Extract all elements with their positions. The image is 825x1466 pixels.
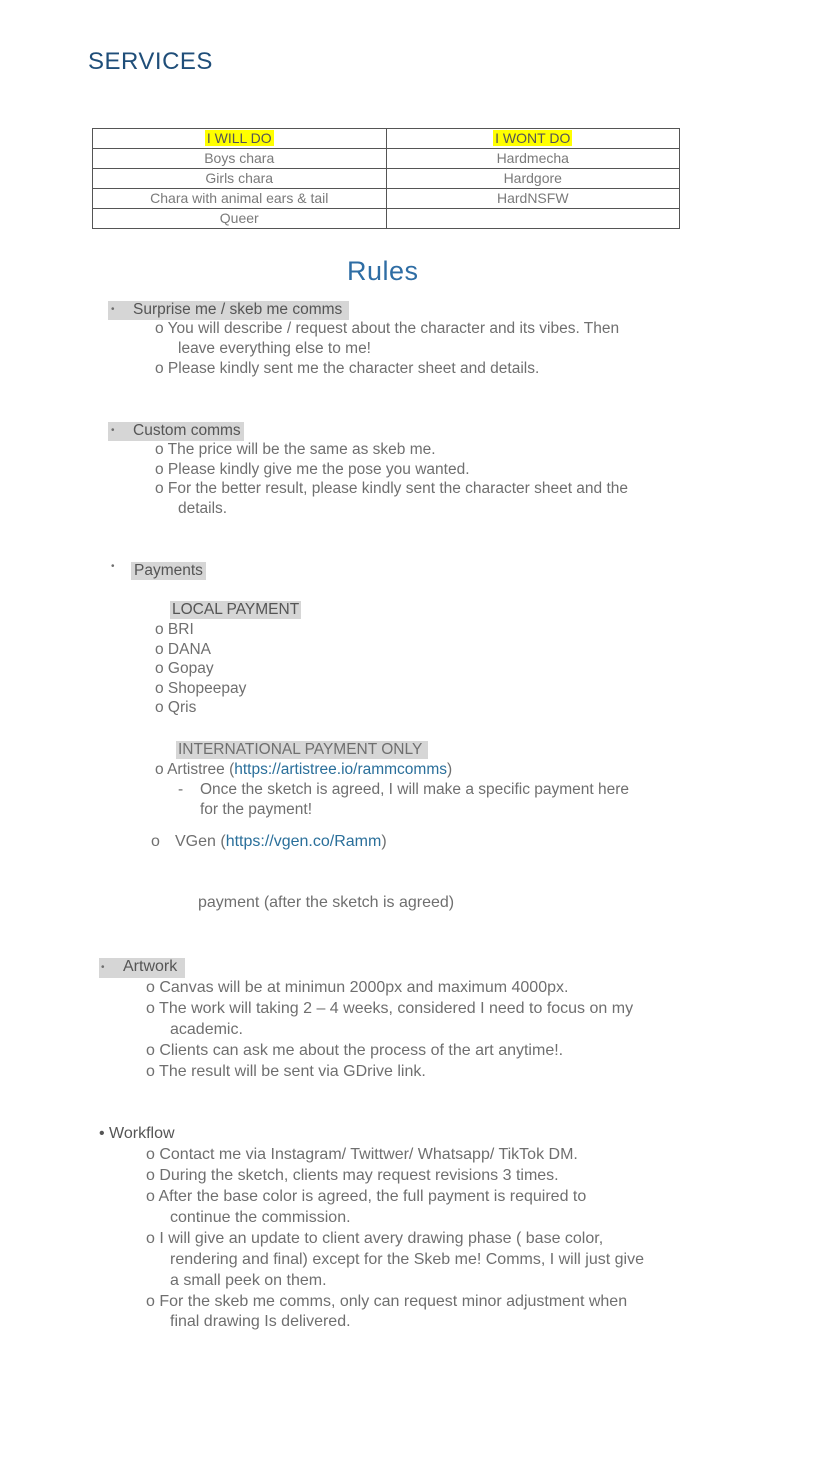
bullet-icon: •	[111, 304, 115, 315]
list-item: o Gopay	[155, 660, 214, 677]
wont-do-header: I WONT DO	[495, 130, 571, 146]
list-item: o Canvas will be at minimun 2000px and maximum 4000px.	[146, 979, 569, 996]
list-item: o BRI	[155, 621, 194, 638]
services-heading: SERVICES	[88, 48, 213, 75]
wont-do-cell: HardNSFW	[386, 189, 680, 209]
will-do-cell: Boys chara	[93, 149, 387, 169]
will-do-cell: Chara with animal ears & tail	[93, 189, 387, 209]
list-item: o Shopeepay	[155, 680, 247, 697]
vgen-marker: o	[151, 833, 160, 850]
will-do-header: I WILL DO	[206, 130, 272, 146]
list-item: o For the skeb me comms, only can request minor adjustment when	[146, 1293, 628, 1310]
vgen-link[interactable]: https://vgen.co/Ramm	[225, 833, 382, 850]
list-item: final drawing Is delivered.	[170, 1313, 351, 1330]
list-item: o Please kindly give me the pose you wanted.	[155, 461, 470, 478]
list-item: o The price will be the same as skeb me.	[155, 441, 436, 458]
list-item: o During the sketch, clients may request revisions 3 times.	[146, 1167, 559, 1184]
bullet-icon: •	[111, 561, 115, 572]
vgen-item: VGen (https://vgen.co/Ramm)	[175, 833, 387, 850]
list-item: details.	[178, 500, 228, 517]
artistree-item: o Artistree (https://artistree.io/rammcomms)	[155, 761, 453, 778]
list-item: o DANA	[155, 641, 211, 658]
list-item: rendering and final) except for the Skeb me! Comms, I will just give	[170, 1251, 644, 1268]
will-do-cell: Girls chara	[93, 169, 387, 189]
list-item: continue the commission.	[170, 1209, 351, 1226]
list-item: for the payment!	[200, 801, 313, 818]
table-row	[93, 189, 680, 209]
list-item: o Clients can ask me about the process of the art anytime!.	[146, 1042, 564, 1059]
list-item: Once the sketch is agreed, I will make a specific payment here	[200, 781, 630, 798]
local-payment-label: LOCAL PAYMENT	[172, 601, 300, 618]
list-item: o For the better result, please kindly sent the character sheet and the	[155, 480, 629, 497]
dash-marker: -	[178, 781, 184, 798]
list-item: o Qris	[155, 699, 197, 716]
list-item: o The work will taking 2 – 4 weeks, considered I need to focus on my	[146, 1000, 634, 1017]
list-item: o The result will be sent via GDrive link.	[146, 1063, 426, 1080]
table-header-row	[93, 129, 680, 149]
rules-heading: Rules	[347, 256, 419, 286]
workflow-section-label: • Workflow	[99, 1125, 175, 1142]
list-item: leave everything else to me!	[178, 340, 371, 357]
wont-do-cell: Hardgore	[386, 169, 680, 189]
surprise-section-label: • Surprise me / skeb me comms	[108, 301, 349, 320]
international-payment-label: INTERNATIONAL PAYMENT ONLY	[176, 741, 428, 759]
bullet-icon: •	[111, 425, 115, 436]
list-item: academic.	[170, 1021, 243, 1038]
list-item: o I will give an update to client avery drawing phase ( base color,	[146, 1230, 604, 1247]
bullet-icon: •	[101, 962, 105, 973]
services-table	[92, 128, 680, 229]
artwork-section-label: • Artwork	[99, 958, 185, 978]
table-row	[93, 149, 680, 169]
list-item: a small peek on them.	[170, 1272, 327, 1289]
list-item: o Please kindly sent me the character sheet and details.	[155, 360, 540, 377]
payments-section-label: Payments	[131, 562, 206, 580]
artistree-link[interactable]: https://artistree.io/rammcomms	[234, 761, 447, 778]
wont-do-cell: Hardmecha	[386, 149, 680, 169]
vgen-note: payment (after the sketch is agreed)	[198, 894, 455, 911]
wont-do-cell	[386, 209, 680, 229]
table-row	[93, 209, 680, 229]
custom-section-label: • Custom comms	[108, 422, 244, 441]
will-do-cell: Queer	[93, 209, 387, 229]
list-item: o After the base color is agreed, the full payment is required to	[146, 1188, 587, 1205]
list-item: o Contact me via Instagram/ Twittwer/ Whatsapp/ TikTok DM.	[146, 1146, 578, 1163]
table-row	[93, 169, 680, 189]
list-item: o You will describe / request about the character and its vibes. Then	[155, 320, 620, 337]
